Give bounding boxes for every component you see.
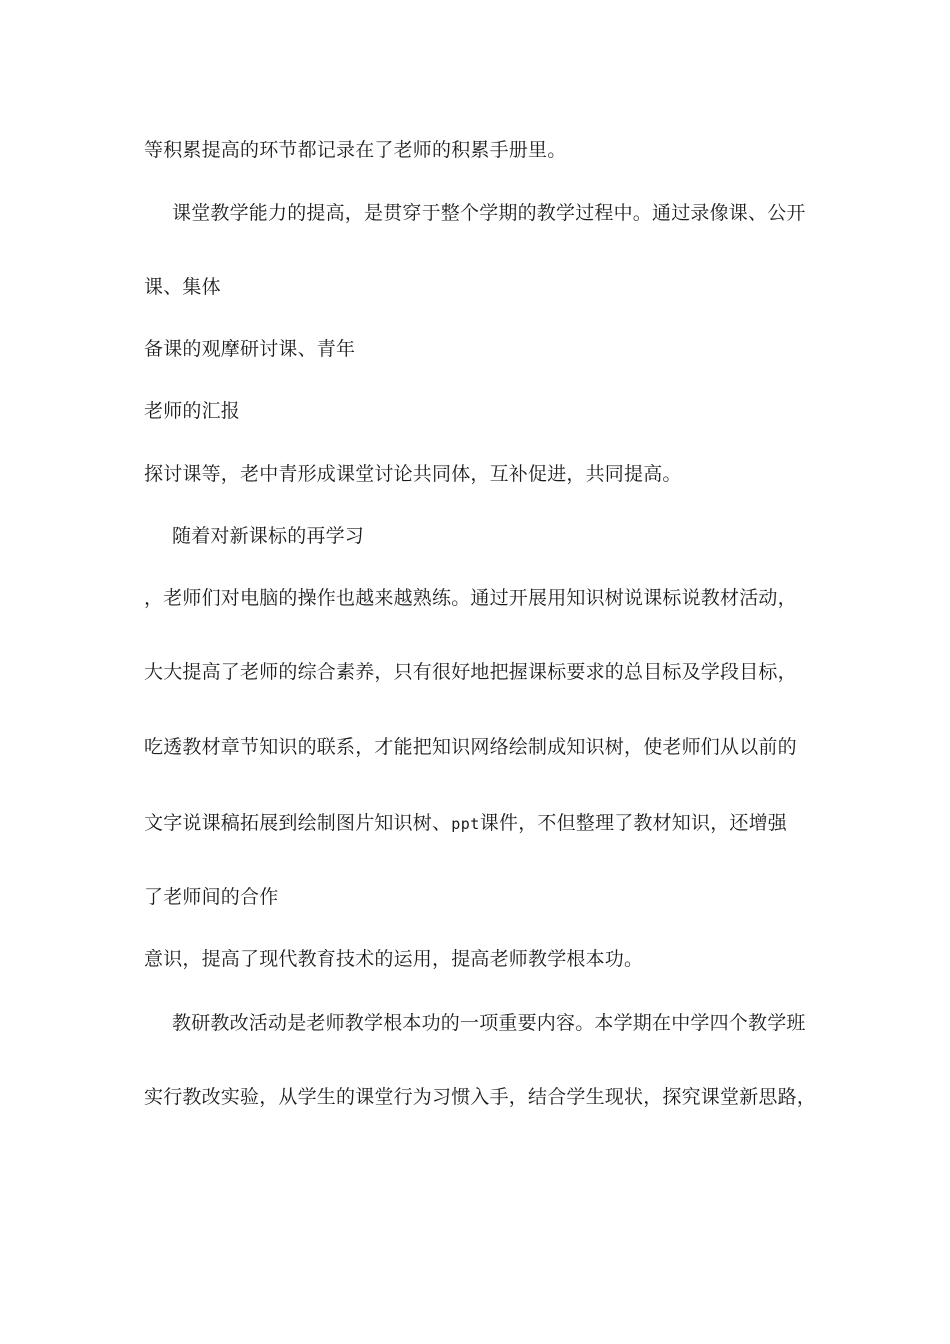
- text-line-13: 意识，提高了现代教育技术的运用，提高老师教学根本功。: [144, 948, 644, 970]
- text-line-12: 了老师间的合作: [144, 886, 279, 908]
- paragraph-start-new-curriculum: 随着对新课标的再学习: [172, 525, 365, 547]
- text-line-6: 探讨课等，老中青形成课堂讨论共同体，互补促进，共同提高。: [144, 463, 682, 485]
- text-line-1: 等积累提高的环节都记录在了老师的积累手册里。: [144, 139, 567, 161]
- text-line-11-before: 文字说课稿拓展到绘制图片知识树、: [144, 812, 452, 834]
- text-line-11-after: 课件，不但整理了教材知识，还增强: [479, 812, 787, 834]
- text-line-11: [144, 810, 787, 837]
- text-line-4: 备课的观摩研讨课、青年: [144, 338, 356, 360]
- text-line-9: 大大提高了老师的综合素养，只有很好地把握课标要求的总目标及学段目标，: [144, 661, 797, 683]
- paragraph-start-teaching-ability: 课堂教学能力的提高，是贯穿于整个学期的教学过程中。通过录像课、公开: [172, 202, 806, 224]
- paragraph-start-teaching-reform: 教研教改活动是老师教学根本功的一项重要内容。本学期在中学四个教学班: [172, 1012, 806, 1034]
- text-line-15: 实行教改实验，从学生的课堂行为习惯入手，结合学生现状，探究课堂新思路，: [144, 1086, 817, 1108]
- text-line-8: ，老师们对电脑的操作也越来越熟练。通过开展用知识树说课标说教材活动，: [144, 587, 797, 609]
- text-line-11-ppt: ppt: [451, 815, 480, 833]
- text-line-5: 老师的汇报: [144, 400, 241, 422]
- text-line-3: 课、集体: [144, 276, 221, 298]
- text-line-10: 吃透教材章节知识的联系，才能把知识网络绘制成知识树，使老师们从以前的: [144, 736, 797, 758]
